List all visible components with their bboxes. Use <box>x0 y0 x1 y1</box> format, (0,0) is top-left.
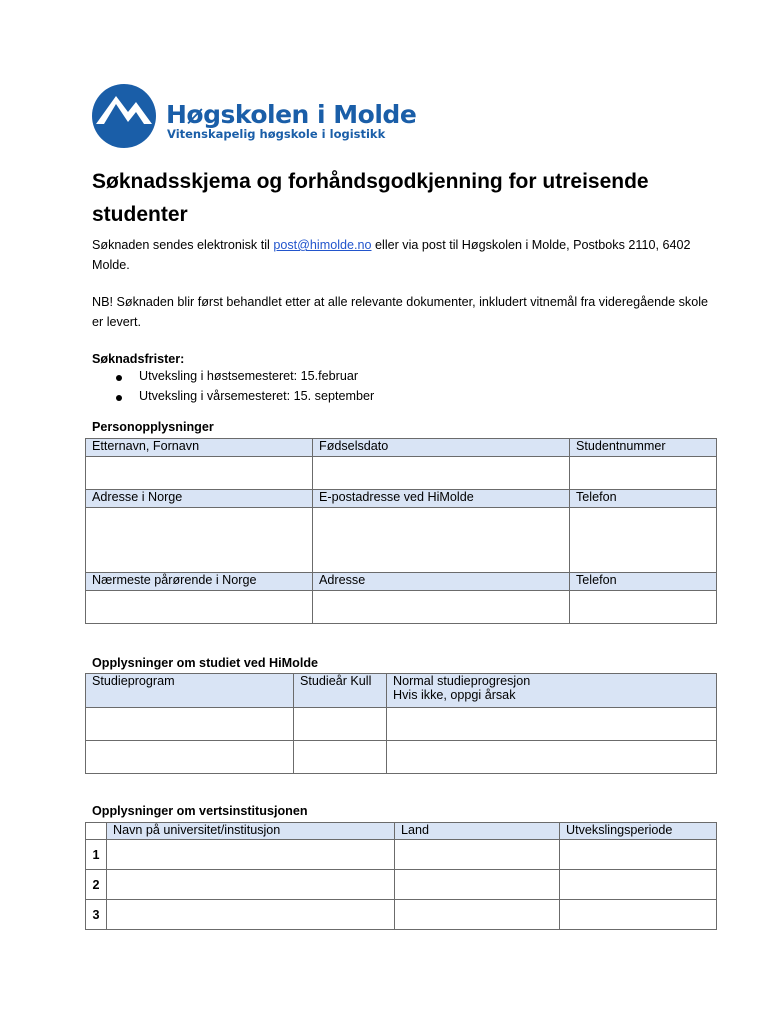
label-study-program: Studieprogram <box>86 674 294 708</box>
deadline-spring: Utveksling i vårsemesteret: 15. september <box>139 389 375 403</box>
deadlines-heading: Søknadsfrister: <box>92 352 185 366</box>
next-of-kin-field[interactable] <box>86 591 313 624</box>
bullet-icon <box>116 395 122 401</box>
label-email: E-postadresse ved HiMolde <box>313 490 570 508</box>
form-title: Søknadsskjema og forhåndsgodkjenning for utreisende studenter <box>92 170 649 226</box>
row-number-header <box>86 823 107 840</box>
email-link[interactable]: post@himolde.no <box>273 238 372 252</box>
kin-address-field[interactable] <box>313 591 570 624</box>
label-phone: Telefon <box>570 490 717 508</box>
note-paragraph: NB! Søknaden blir først behandlet etter at alle relevante dokumenter, inkludert vitnemål fra videregående skole er levert. <box>92 295 709 329</box>
row-number: 1 <box>86 840 107 870</box>
intro-text-before: Søknaden sendes elektronisk til <box>92 238 274 252</box>
label-country: Land <box>395 823 560 840</box>
label-next-of-kin: Nærmeste pårørende i Norge <box>86 573 313 591</box>
row-number: 2 <box>86 870 107 900</box>
email-field[interactable] <box>313 508 570 573</box>
institution-field[interactable] <box>107 900 395 930</box>
label-study-year: Studieår Kull <box>294 674 387 708</box>
institution-field[interactable] <box>107 840 395 870</box>
kin-phone-field[interactable] <box>570 591 717 624</box>
host-table <box>85 822 717 930</box>
label-kin-address: Adresse <box>313 573 570 591</box>
birthdate-field[interactable] <box>313 457 570 490</box>
label-exchange-period: Utvekslingsperiode <box>560 823 717 840</box>
logo-name: Høgskolen i Molde <box>166 100 417 129</box>
label-birthdate: Fødselsdato <box>313 439 570 457</box>
country-field[interactable] <box>395 870 560 900</box>
country-field[interactable] <box>395 900 560 930</box>
study-table <box>85 673 717 774</box>
exchange-period-field[interactable] <box>560 900 717 930</box>
label-progression-line1: Normal studieprogresjon <box>393 674 531 688</box>
label-name: Etternavn, Fornavn <box>86 439 313 457</box>
progression-field[interactable] <box>387 741 717 774</box>
study-program-field[interactable] <box>86 741 294 774</box>
study-program-field[interactable] <box>86 708 294 741</box>
personal-heading: Personopplysninger <box>92 420 214 434</box>
label-kin-phone: Telefon <box>570 573 717 591</box>
intro-text-after: eller via post til Høgskolen i Molde, Postboks 2110, 6402 Molde. <box>92 238 691 272</box>
personal-table <box>85 438 717 624</box>
intro-paragraph <box>92 235 722 275</box>
host-heading: Opplysninger om vertsinstitusjonen <box>92 804 308 818</box>
phone-field[interactable] <box>570 508 717 573</box>
study-year-field[interactable] <box>294 741 387 774</box>
student-number-field[interactable] <box>570 457 717 490</box>
name-field[interactable] <box>86 457 313 490</box>
row-number: 3 <box>86 900 107 930</box>
label-institution: Navn på universitet/institusjon <box>107 823 395 840</box>
exchange-period-field[interactable] <box>560 870 717 900</box>
bullet-icon <box>116 375 122 381</box>
exchange-period-field[interactable] <box>560 840 717 870</box>
study-heading: Opplysninger om studiet ved HiMolde <box>92 656 319 670</box>
study-year-field[interactable] <box>294 708 387 741</box>
institution-field[interactable] <box>107 870 395 900</box>
deadline-autumn: Utveksling i høstsemesteret: 15.februar <box>139 369 359 383</box>
label-address-norway: Adresse i Norge <box>86 490 313 508</box>
label-progression <box>387 674 717 708</box>
progression-field[interactable] <box>387 708 717 741</box>
logo-tagline: Vitenskapelig høgskole i logistikk <box>167 127 386 141</box>
country-field[interactable] <box>395 840 560 870</box>
label-progression-line2: Hvis ikke, oppgi årsak <box>393 688 516 702</box>
address-norway-field[interactable] <box>86 508 313 573</box>
label-student-number: Studentnummer <box>570 439 717 457</box>
